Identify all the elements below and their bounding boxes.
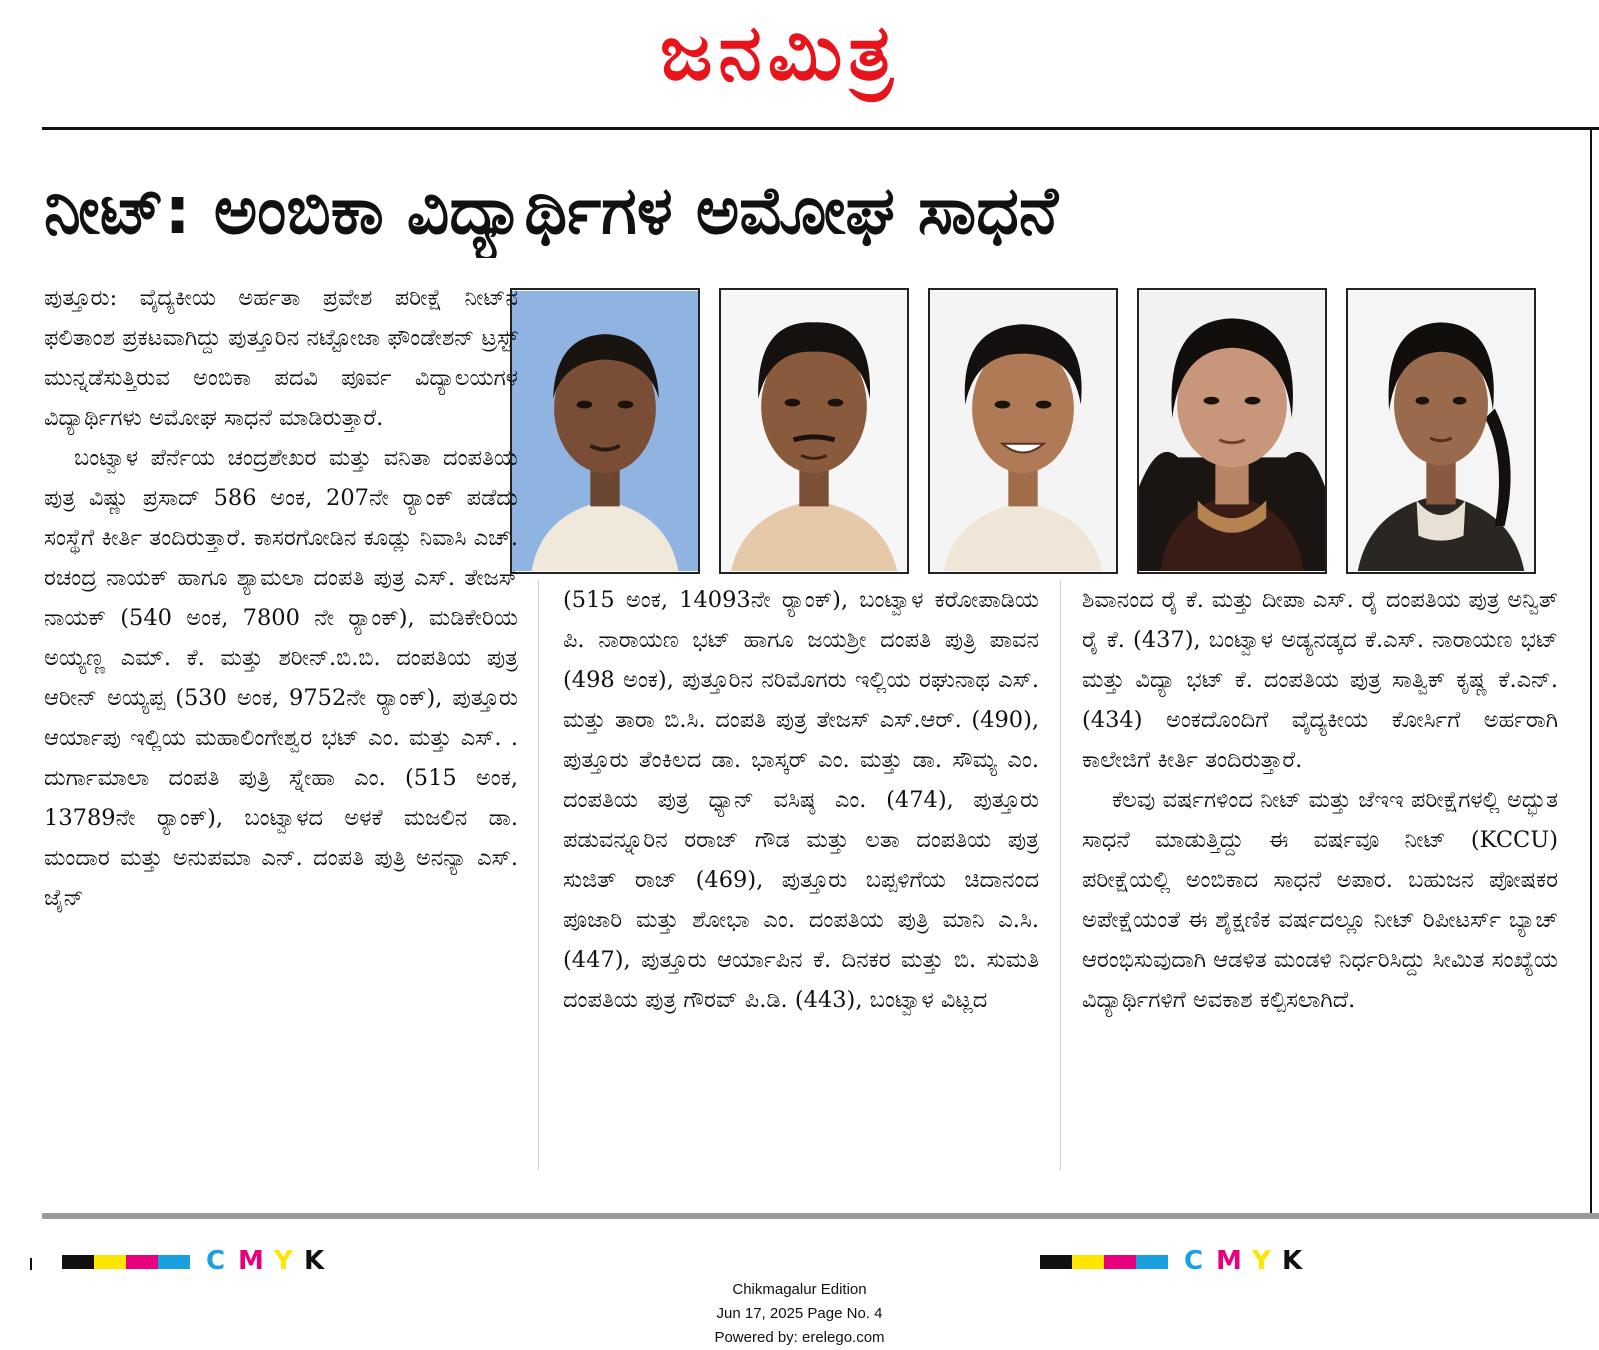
article-paragraph: (515 ಅಂಕ, 14093ನೇ ರ್‍ಯಾಂಕ್), ಬಂಟ್ವಾಳ ಕರೋಪಾಡಿಯ ಪಿ. ನಾರಾಯಣ ಭಟ್ ಹಾಗೂ ಜಯಶ್ರೀ ದಂಪತಿ ಪುತ್ರಿ ಪಾವನ (498 ಅಂಕ), ಪುತ್ತೂರಿನ ನರಿಮೊಗರು ಇಲ್ಲಿಯ ರಘುನಾಥ ಎಸ್. ಮತ್ತು ತಾರಾ ಬಿ.ಸಿ. ದಂಪತಿ ಪುತ್ರ ತೇಜಸ್ ಎಸ್.ಆರ್. (490), ಪುತ್ತೂರು ತೆಂಕಿಲದ ಡಾ. ಭಾಸ್ಕರ್ ಎಂ. ಮತ್ತು ಡಾ. ಸೌಮ್ಯ ಎಂ. ದಂಪತಿಯ ಪುತ್ರ ಧ್ಯಾನ್ ವಸಿಷ್ಠ ಎಂ. (474), ಪುತ್ತೂರು ಪಡುವನ್ನೂರಿನ ರರಾಜ್ ಗೌಡ ಮತ್ತು ಲತಾ ದಂಪತಿಯ ಪುತ್ರ ಸುಜಿತ್ ರಾಜ್ (469), ಪುತ್ತೂರು ಬಪ್ಪಳಿಗೆಯ ಚಿದಾನಂದ ಪೂಜಾರಿ ಮತ್ತು ಶೋಭಾ ಎಂ. ದಂಪತಿಯ ಪುತ್ರಿ ಮಾನಿ ಎ.ಸಿ. (447), ಪುತ್ತೂರು ಆರ್ಯಾಪಿನ ಕೆ. ದಿನಕರ ಮತ್ತು ಬಿ. ಸುಮತಿ ದಂಪತಿಯ ಪುತ್ರ ಗೌರವ್ ಪಿ.ಡಿ. (443), ಬಂಟ್ವಾಳ ವಿಟ್ಲದ: [563, 587, 1039, 1013]
photo-strip: [510, 288, 1564, 578]
headline: ನೀಟ್: ಅಂಬಿಕಾ ವಿದ್ಯಾರ್ಥಿಗಳ ಅಮೋಘ ಸಾಧನೆ: [44, 172, 1059, 249]
black-swatch: [62, 1255, 94, 1269]
student-photo-4-image: [1139, 290, 1325, 572]
magenta-swatch: [1104, 1255, 1136, 1269]
yellow-swatch: [94, 1255, 126, 1269]
cmyk-label-m: M: [1216, 1246, 1242, 1276]
article-column-2: [563, 580, 1039, 1180]
cmyk-label-m: M: [238, 1246, 264, 1276]
article-paragraph: ಪುತ್ತೂರು: ವೈದ್ಯಕೀಯ ಅರ್ಹತಾ ಪ್ರವೇಶ ಪರೀಕ್ಷೆ ನೀಟ್‌ನ ಫಲಿತಾಂಶ ಪ್ರಕಟವಾಗಿದ್ದು ಪುತ್ತೂರಿನ ನಟ್ಟೋಜಾ ಫೌಂಡೇಶನ್ ಟ್ರಸ್ಟ್ ಮುನ್ನಡೆಸುತ್ತಿರುವ ಅಂಬಿಕಾ ಪದವಿ ಪೂರ್ವ ವಿದ್ಯಾಲಯಗಳ ವಿದ್ಯಾರ್ಥಿಗಳು ಅಮೋಘ ಸಾಧನೆ ಮಾಡಿರುತ್ತಾರೆ.: [44, 285, 518, 431]
cyan-swatch: [1136, 1255, 1168, 1269]
cmyk-label-c: C: [1184, 1246, 1204, 1276]
student-photo-5-image: [1348, 290, 1534, 572]
column-divider: [538, 580, 539, 1170]
cmyk-label-y: Y: [274, 1246, 293, 1276]
powered-by: Powered by: erelego.com: [714, 1329, 885, 1346]
article-paragraph: ಬಂಟ್ವಾಳ ಪೆರ್ನೆಯ ಚಂದ್ರಶೇಖರ ಮತ್ತು ವನಿತಾ ದಂಪತಿಯ ಪುತ್ರ ವಿಷ್ಣು ಪ್ರಸಾದ್ 586 ಅಂಕ, 207ನೇ ರ್‍ಯಾಂಕ್ ಪಡೆದು ಸಂಸ್ಥೆಗೆ ಕೀರ್ತಿ ತಂದಿರುತ್ತಾರೆ. ಕಾಸರಗೋಡಿನ ಕೂಡ್ಲು ನಿವಾಸಿ ಎಚ್. ರಚಂದ್ರ ನಾಯಕ್ ಹಾಗೂ ಶ್ಯಾಮಲಾ ದಂಪತಿ ಪುತ್ರ ಎಸ್. ತೇಜಸ್ ನಾಯಕ್ (540 ಅಂಕ, 7800 ನೇ ರ್‍ಯಾಂಕ್), ಮಡಿಕೇರಿಯ ಅಯ್ಯಣ್ಣ ಎಮ್. ಕೆ. ಮತ್ತು ಶರೀನ್.ಬಿ.ಬಿ. ದಂಪತಿಯ ಪುತ್ರ ಆರೀನ್ ಅಯ್ಯಪ್ಪ (530 ಅಂಕ, 9752ನೇ ರ್‍ಯಾಂಕ್), ಪುತ್ತೂರು ಆರ್ಯಾಪು ಇಲ್ಲಿಯ ಮಹಾಲಿಂಗೇಶ್ವರ ಭಟ್ ಎಂ. ಮತ್ತು ಎಸ್. . ದುರ್ಗಾಮಾಲಾ ದಂಪತಿ ಪುತ್ರಿ ಸ್ನೇಹಾ ಎಂ. (515 ಅಂಕ, 13789ನೇ ರ್‍ಯಾಂಕ್), ಬಂಟ್ವಾಳದ ಅಳಕೆ ಮಜಲಿನ ಡಾ. ಮಂದಾರ ಮತ್ತು ಅನುಪಮಾ ಎನ್. ದಂಪತಿ ಪುತ್ರಿ ಅನನ್ಯಾ ಎಸ್. ಜೈನ್: [44, 445, 518, 911]
student-photo-1: [510, 288, 700, 574]
student-photo-5: [1346, 288, 1536, 574]
cmyk-color-bar-left: [62, 1246, 342, 1276]
article-column-3: [1082, 580, 1558, 1180]
cmyk-label-c: C: [206, 1246, 226, 1276]
newspaper-name: ಜನಮಿತ್ರ: [660, 8, 899, 98]
bottom-rule: [42, 1213, 1599, 1219]
student-photo-2-image: [721, 290, 907, 572]
magenta-swatch: [126, 1255, 158, 1269]
yellow-swatch: [1072, 1255, 1104, 1269]
article-paragraph: ಕೆಲವು ವರ್ಷಗಳಿಂದ ನೀಟ್ ಮತ್ತು ಜೆಇಇ ಪರೀಕ್ಷೆಗಳಲ್ಲಿ ಅದ್ಭುತ ಸಾಧನೆ ಮಾಡುತ್ತಿದ್ದು ಈ ವರ್ಷವೂ ನೀಟ್ (KCCU) ಪರೀಕ್ಷೆಯಲ್ಲಿ ಅಂಬಿಕಾದ ಸಾಧನೆ ಅಪಾರ. ಬಹುಜನ ಪೋಷಕರ ಅಪೇಕ್ಷೆಯಂತೆ ಈ ಶೈಕ್ಷಣಿಕ ವರ್ಷದಲ್ಲೂ ನೀಟ್ ರಿಪೀಟರ್ಸ್ ಬ್ಯಾಚ್ ಆರಂಭಿಸುವುದಾಗಿ ಆಡಳಿತ ಮಂಡಳಿ ನಿರ್ಧರಿಸಿದ್ದು ಸೀಮಿತ ಸಂಖ್ಯೆಯ ವಿದ್ಯಾರ್ಥಿಗಳಿಗೆ ಅವಕಾಶ ಕಲ್ಪಿಸಲಾಗಿದೆ.: [1082, 787, 1558, 1013]
edition-name: Chikmagalur Edition: [732, 1281, 867, 1298]
student-photo-3-image: [930, 290, 1116, 572]
page-edge-rule: [1590, 128, 1592, 1213]
crop-mark: [30, 1258, 32, 1270]
student-photo-1-image: [512, 290, 698, 572]
article-column-1: [44, 278, 518, 1178]
article-paragraph: ಶಿವಾನಂದ ರೈ ಕೆ. ಮತ್ತು ದೀಪಾ ಎಸ್. ರೈ ದಂಪತಿಯ ಪುತ್ರ ಅನ್ವಿತ್ ರೈ ಕೆ. (437), ಬಂಟ್ವಾಳ ಅಡ್ಯನಡ್ಕದ ಕೆ.ಎಸ್. ನಾರಾಯಣ ಭಟ್ ಮತ್ತು ವಿದ್ಯಾ ಭಟ್ ಕೆ. ದಂಪತಿಯ ಪುತ್ರ ಸಾತ್ವಿಕ್ ಕೃಷ್ಣ ಕೆ.ಎನ್. (434) ಅಂಕದೊಂದಿಗೆ ವೈದ್ಯಕೀಯ ಕೋರ್ಸಿಗೆ ಅರ್ಹರಾಗಿ ಕಾಲೇಜಿಗೆ ಕೀರ್ತಿ ತಂದಿರುತ್ತಾರೆ.: [1082, 587, 1558, 773]
student-photo-2: [719, 288, 909, 574]
student-photo-4: [1137, 288, 1327, 574]
edition-date-page: Jun 17, 2025 Page No. 4: [716, 1305, 883, 1322]
masthead-rule: [42, 127, 1599, 130]
cyan-swatch: [158, 1255, 190, 1269]
edition-footer: [0, 1278, 1599, 1350]
black-swatch: [1040, 1255, 1072, 1269]
masthead: [0, 0, 1599, 120]
student-photo-3: [928, 288, 1118, 574]
cmyk-label-k: K: [304, 1246, 325, 1276]
column-divider: [1060, 580, 1061, 1170]
cmyk-label-k: K: [1282, 1246, 1303, 1276]
cmyk-label-y: Y: [1252, 1246, 1271, 1276]
cmyk-color-bar-right: [1040, 1246, 1320, 1276]
